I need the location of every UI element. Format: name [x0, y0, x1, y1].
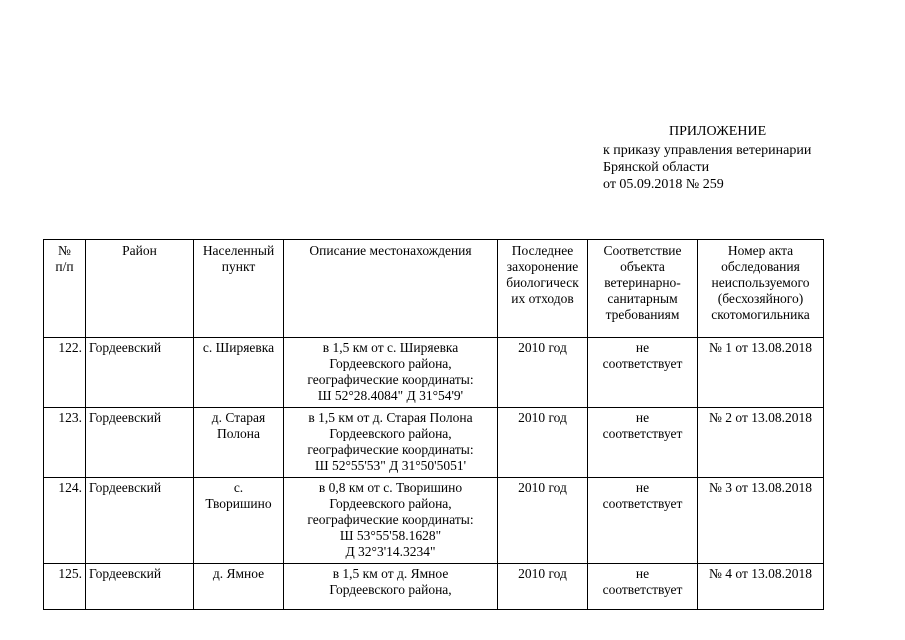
row-location: в 0,8 км от с. Творишино Гордеевского района, географические координаты: Ш 53°55'58.1628" Д 32°3'14.3234" [284, 478, 498, 564]
row-location: в 1,5 км от д. Ямное Гордеевского района, [284, 564, 498, 610]
row-act-number: № 2 от 13.08.2018 [698, 408, 824, 478]
header-compliance: Соответствие объекта ветеринарно- санитарным требованиям [588, 240, 698, 338]
row-act-number: № 3 от 13.08.2018 [698, 478, 824, 564]
table-row [44, 478, 824, 564]
row-number: 123. [44, 408, 86, 478]
row-compliance: не соответствует [588, 564, 698, 610]
row-last-burial: 2010 год [498, 338, 588, 408]
table-row [44, 338, 824, 408]
row-district: Гордеевский [86, 408, 194, 478]
row-settlement: с. Творишино [194, 478, 284, 564]
burial-sites-table [43, 239, 824, 610]
row-location: в 1,5 км от с. Ширяевка Гордеевского района, географические координаты: Ш 52°28.4084" Д 31°54'9' [284, 338, 498, 408]
table-header-row [44, 240, 824, 338]
row-compliance: не соответствует [588, 478, 698, 564]
appendix-region-line: Брянской области [603, 160, 710, 175]
row-last-burial: 2010 год [498, 408, 588, 478]
appendix-date-line: от 05.09.2018 № 259 [603, 177, 724, 192]
row-number: 122. [44, 338, 86, 408]
table-row [44, 408, 824, 478]
row-compliance: не соответствует [588, 408, 698, 478]
row-district: Гордеевский [86, 338, 194, 408]
row-last-burial: 2010 год [498, 478, 588, 564]
appendix-header [603, 123, 883, 193]
row-location: в 1,5 км от д. Старая Полона Гордеевского района, географические координаты: Ш 52°55'53" Д 31°50'5051' [284, 408, 498, 478]
header-act-number: Номер акта обследования неиспользуемого (бесхозяйного) скотомогильника [698, 240, 824, 338]
row-settlement: д. Ямное [194, 564, 284, 610]
appendix-title: ПРИЛОЖЕНИЕ [669, 124, 767, 139]
row-number: 125. [44, 564, 86, 610]
header-location: Описание местонахождения [284, 240, 498, 338]
row-settlement: с. Ширяевка [194, 338, 284, 408]
row-act-number: № 1 от 13.08.2018 [698, 338, 824, 408]
header-district: Район [86, 240, 194, 338]
appendix-order-line: к приказу управления ветеринарии [603, 143, 812, 158]
header-last-burial: Последнее захоронение биологическ их отходов [498, 240, 588, 338]
header-settlement: Населенный пункт [194, 240, 284, 338]
row-compliance: не соответствует [588, 338, 698, 408]
row-last-burial: 2010 год [498, 564, 588, 610]
header-number: № п/п [44, 240, 86, 338]
row-settlement: д. Старая Полона [194, 408, 284, 478]
row-district: Гордеевский [86, 564, 194, 610]
row-act-number: № 4 от 13.08.2018 [698, 564, 824, 610]
row-district: Гордеевский [86, 478, 194, 564]
table-row [44, 564, 824, 610]
row-number: 124. [44, 478, 86, 564]
